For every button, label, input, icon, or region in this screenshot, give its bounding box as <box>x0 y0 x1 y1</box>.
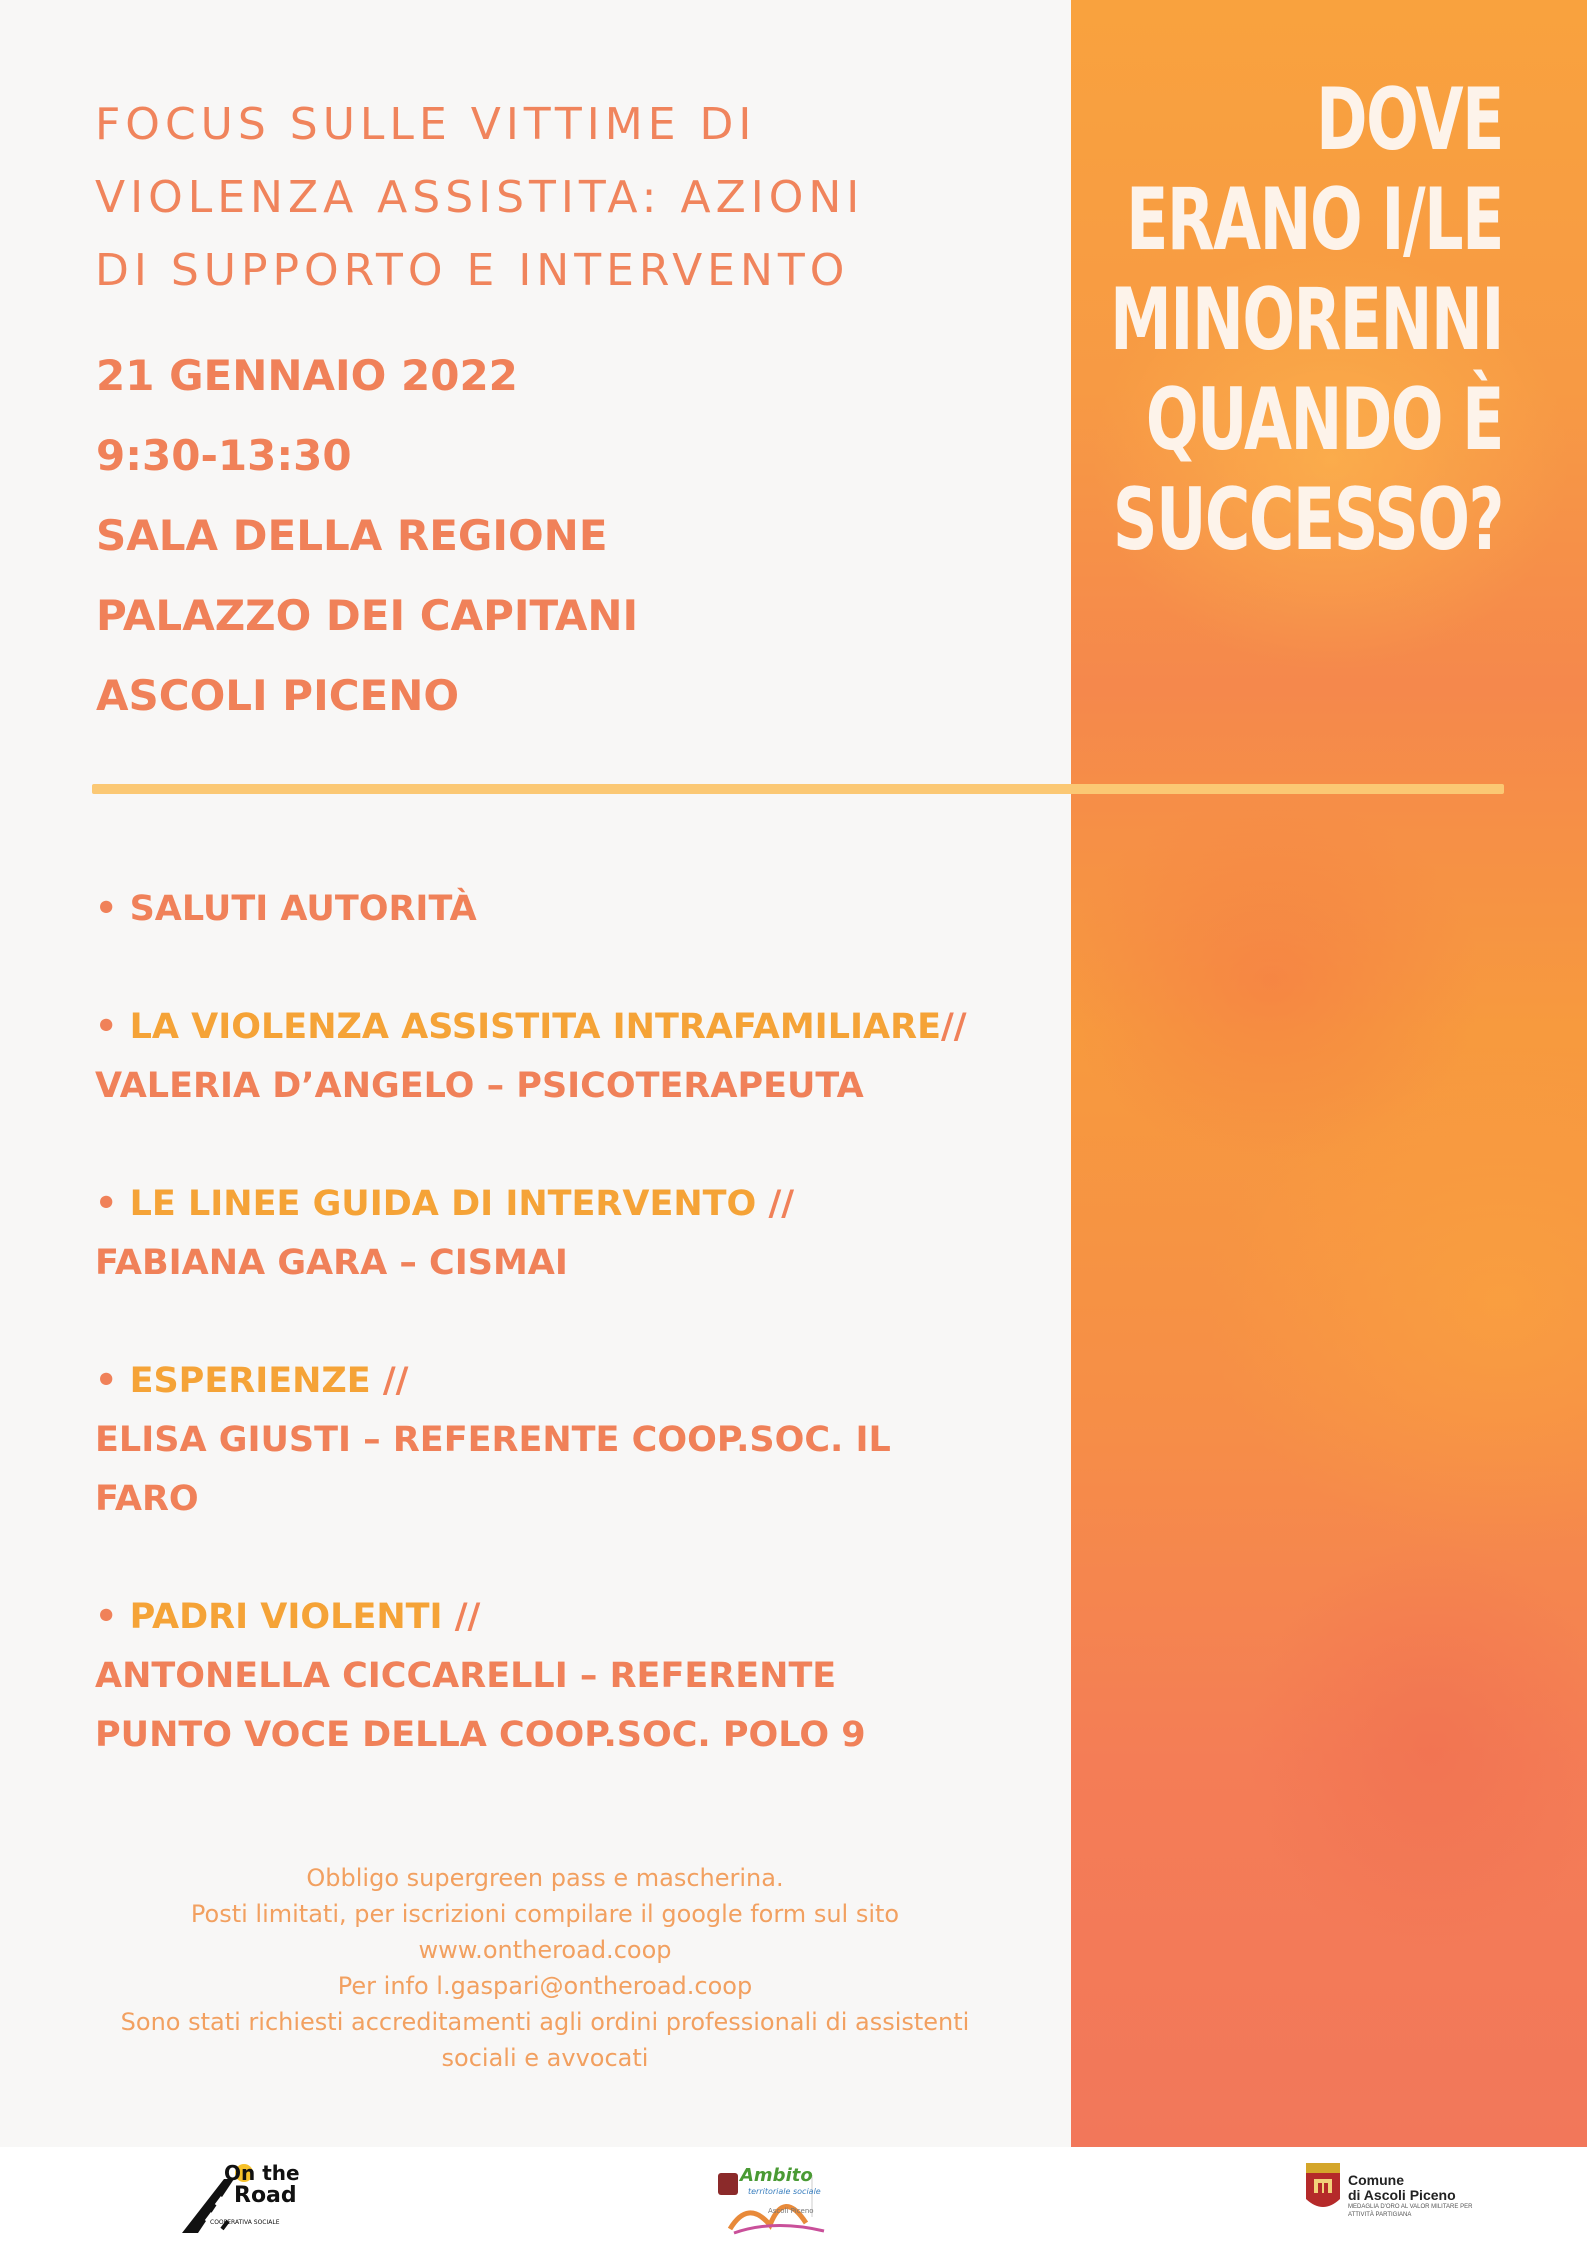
hero-line: MINORENNI <box>1110 270 1503 370</box>
photo-panel <box>1071 0 1587 2147</box>
program-item-title: SALUTI AUTORITÀ <box>129 889 477 929</box>
ontheroad-logo <box>172 2159 302 2239</box>
comune-logo <box>1302 2159 1492 2239</box>
program-item <box>95 1352 1055 1529</box>
note-line: Obbligo supergreen pass e mascherina. <box>306 1864 784 1892</box>
program-item-title: LA VIOLENZA ASSISTITA INTRAFAMILIARE <box>129 1007 941 1047</box>
event-subtitle <box>95 88 1015 307</box>
logo-text: On the <box>224 2161 300 2185</box>
program-item-speaker: VALERIA D’ANGELO – PSICOTERAPEUTA <box>95 1066 864 1106</box>
note-line: Posti limitati, per iscrizioni compilare il google form sul sito <box>190 1900 900 1928</box>
logo-text: Road <box>234 2183 297 2208</box>
hero-line: SUCCESSO? <box>1112 470 1503 570</box>
program-item-speaker: ELISA GIUSTI – REFERENTE COOP.SOC. IL FARO <box>95 1420 891 1519</box>
separator: // <box>756 1184 795 1224</box>
program-item-title: PADRI VIOLENTI <box>129 1597 443 1637</box>
separator: // <box>442 1597 481 1637</box>
event-building: PALAZZO DEI CAPITANI <box>96 591 639 640</box>
event-room: SALA DELLA REGIONE <box>96 511 608 560</box>
bullet: • <box>95 1597 118 1637</box>
bullet: • <box>95 1184 118 1224</box>
bullet: • <box>95 1007 118 1047</box>
subtitle-line: VIOLENZA ASSISTITA: AZIONI <box>95 172 865 223</box>
hero-line: DOVE <box>1316 70 1503 170</box>
separator: // <box>940 1007 967 1047</box>
note-line: www.ontheroad.coop <box>418 1936 672 1964</box>
bullet: • <box>95 889 118 929</box>
divider <box>92 784 1504 794</box>
comune-name <box>1348 2173 1492 2219</box>
hero-question <box>985 70 1503 570</box>
logo-text: territoriale sociale <box>748 2187 821 2196</box>
event-date: 21 GENNAIO 2022 <box>96 351 518 400</box>
ambito-logo <box>714 2159 844 2239</box>
program-item <box>95 998 1055 1116</box>
logo-text: MEDAGLIA D'ORO AL VALOR MILITARE PER ATTIVITÀ PARTIGIANA <box>1348 2204 1473 2218</box>
event-time: 9:30-13:30 <box>96 431 352 480</box>
hero-line: ERANO I/LE <box>1126 170 1503 270</box>
logo-text: Ascoli Piceno <box>768 2207 814 2215</box>
program-item-title: ESPERIENZE <box>129 1361 371 1401</box>
coat-of-arms-icon <box>1302 2159 1344 2219</box>
program-item <box>95 880 1055 939</box>
note-line: Sono stati richiesti accreditamenti agli ordini professionali di assistenti <box>120 2008 970 2036</box>
program-item-speaker: ANTONELLA CICCARELLI – REFERENTE PUNTO VOCE DELLA COOP.SOC. POLO 9 <box>95 1656 866 1755</box>
program-item <box>95 1175 1055 1293</box>
note-line: Per info l.gaspari@ontheroad.coop <box>337 1972 753 2000</box>
hero-line: QUANDO È <box>1145 370 1503 470</box>
logo-text: di Ascoli Piceno <box>1348 2187 1456 2203</box>
program-list <box>95 880 1055 1824</box>
program-item <box>95 1588 1055 1765</box>
separator: // <box>370 1361 409 1401</box>
program-item-speaker: FABIANA GARA – CISMAI <box>95 1243 568 1283</box>
logo-text: Ambito <box>740 2165 813 2186</box>
subtitle-line: FOCUS SULLE VITTIME DI <box>95 99 757 150</box>
bullet: • <box>95 1361 118 1401</box>
program-item-title: LE LINEE GUIDA DI INTERVENTO <box>129 1184 757 1224</box>
subtitle-line: DI SUPPORTO E INTERVENTO <box>95 245 850 296</box>
event-details <box>96 336 996 736</box>
logo-text: Comune <box>1348 2172 1404 2188</box>
event-city: ASCOLI PICENO <box>96 671 460 720</box>
logo-text: COOPERATIVA SOCIALE <box>210 2219 280 2226</box>
info-notes <box>60 1860 1030 2076</box>
footer-logos <box>0 2147 1587 2245</box>
note-line: sociali e avvocati <box>441 2044 649 2072</box>
